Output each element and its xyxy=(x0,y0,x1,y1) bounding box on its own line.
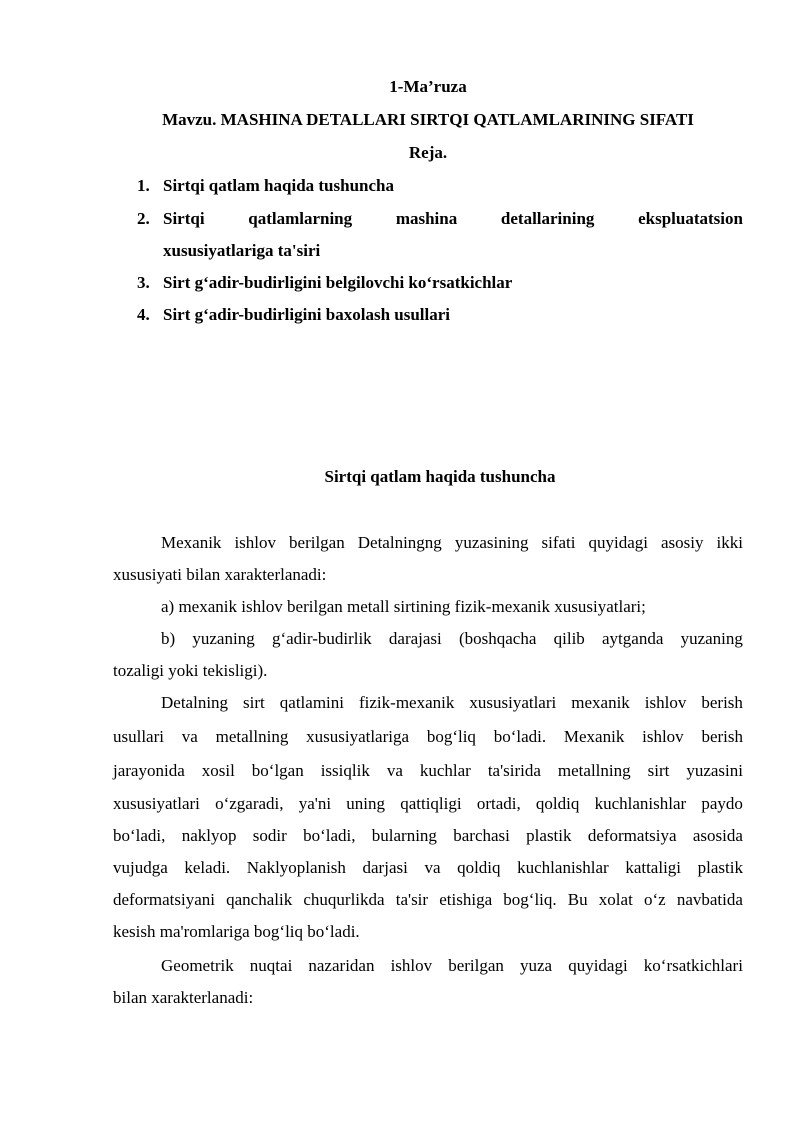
paragraph-line xyxy=(161,533,743,553)
word: g‘adir-budirlik xyxy=(271,629,372,648)
word: sirt xyxy=(647,761,670,780)
word: Sirtqi xyxy=(163,209,205,228)
word: uning xyxy=(346,794,386,813)
paragraph-line xyxy=(113,890,743,910)
word: kuchlanishlar xyxy=(517,858,609,877)
paragraph-line xyxy=(161,693,743,713)
plan-item-text: Sirtqi qatlam haqida tushuncha xyxy=(163,176,394,195)
word: yuza xyxy=(520,956,553,975)
word: Detalningng xyxy=(357,533,442,552)
word: Geometrik xyxy=(161,956,234,975)
word: mashina xyxy=(395,209,458,228)
word: plastik xyxy=(697,858,743,877)
paragraph-line xyxy=(113,761,743,781)
word: keladi. xyxy=(184,858,231,877)
word: paydo xyxy=(701,794,743,813)
word: qilib xyxy=(553,629,585,648)
word: asosida xyxy=(692,826,743,845)
word: qatlamini xyxy=(279,693,344,712)
word: o‘zgaradi, xyxy=(215,794,284,813)
word: ya'ni xyxy=(298,794,332,813)
word: yuzasining xyxy=(454,533,529,552)
word: sifati xyxy=(541,533,576,552)
word: ishlov xyxy=(644,693,687,712)
word: o‘z xyxy=(643,890,666,909)
word: bo‘lgan xyxy=(251,761,304,780)
word: issiqlik xyxy=(320,761,370,780)
word: yuzaning xyxy=(192,629,255,648)
word: va xyxy=(386,761,403,780)
lecture-number: 1-Ma’ruza xyxy=(389,77,467,96)
word: bo‘ladi. xyxy=(493,727,547,746)
word: berilgan xyxy=(448,956,504,975)
word: sirt xyxy=(243,693,265,712)
word: bularning xyxy=(371,826,437,845)
word: aytganda xyxy=(602,629,664,648)
word: b) xyxy=(161,629,176,648)
paragraph-line: xususiyati bilan xarakterlanadi: xyxy=(113,565,327,584)
word: Mexanik xyxy=(563,727,625,746)
word: asosiy xyxy=(661,533,704,552)
word: jarayonida xyxy=(113,761,185,780)
paragraph-line: bilan xarakterlanadi: xyxy=(113,988,254,1007)
word: metallning xyxy=(215,727,289,746)
word: yuzasini xyxy=(686,761,743,780)
paragraph-line xyxy=(113,727,743,747)
word: xususiyatlari xyxy=(469,693,557,712)
plan-item-text: Sirt g‘adir-budirligini belgilovchi ko‘rsatkichlar xyxy=(163,273,513,292)
section-title: Sirtqi qatlam haqida tushuncha xyxy=(324,467,556,486)
word: usullari xyxy=(113,727,164,746)
paragraph-line: a) mexanik ishlov berilgan metall sirtining fizik-mexanik xususiyatlari; xyxy=(161,597,646,616)
word: xolat xyxy=(598,890,633,909)
paragraph-line xyxy=(113,826,743,846)
word: bog‘liq xyxy=(426,727,476,746)
paragraph-line xyxy=(161,629,743,649)
word: Bu xyxy=(567,890,588,909)
word: ekspluatatsion xyxy=(638,209,743,228)
word: kuchlanishlar xyxy=(594,794,687,813)
word: nazaridan xyxy=(308,956,375,975)
plan-item-number: 1. xyxy=(137,176,150,195)
plan-item-text-continued: xususiyatlariga ta'siri xyxy=(163,241,321,260)
word: darjasi xyxy=(362,858,408,877)
word: nuqtai xyxy=(249,956,293,975)
word: darajasi xyxy=(388,629,442,648)
word: berilgan xyxy=(289,533,345,552)
word: bo‘ladi, xyxy=(113,826,166,845)
word: ta'sir xyxy=(395,890,429,909)
plan-item-number: 4. xyxy=(137,305,150,324)
word: kuchlar xyxy=(419,761,471,780)
paragraph-line xyxy=(113,858,743,878)
word: qattiqligi xyxy=(400,794,462,813)
word: deformatsiyani xyxy=(113,890,215,909)
plan-item-text xyxy=(163,209,743,229)
word: sodir xyxy=(252,826,287,845)
word: berish xyxy=(701,693,743,712)
word: va xyxy=(424,858,441,877)
word: plastik xyxy=(526,826,572,845)
paragraph-line: kesish ma'romlariga bog‘liq bo‘ladi. xyxy=(113,922,360,941)
word: ishlov xyxy=(234,533,277,552)
word: chuqurlikda xyxy=(303,890,385,909)
plan-item-text: Sirt g‘adir-budirligini baxolash usullari xyxy=(163,305,451,324)
word: barchasi xyxy=(453,826,510,845)
word: ikki xyxy=(716,533,743,552)
word: deformatsiya xyxy=(587,826,677,845)
word: qatlamlarning xyxy=(248,209,353,228)
word: quyidagi xyxy=(588,533,648,552)
word: xususiyatlari xyxy=(113,794,200,813)
word: Naklyoplanish xyxy=(246,858,346,877)
word: ishlov xyxy=(390,956,433,975)
word: bog‘liq. xyxy=(503,890,557,909)
word: ortadi, xyxy=(476,794,521,813)
word: bo‘ladi, xyxy=(303,826,356,845)
topic-title: Mavzu. MASHINA DETALLARI SIRTQI QATLAMLARINING SIFATI xyxy=(162,110,694,129)
word: Detalning xyxy=(161,693,229,712)
word: fizik-mexanik xyxy=(359,693,455,712)
word: mexanik xyxy=(571,693,630,712)
word: berish xyxy=(701,727,743,746)
word: (boshqacha xyxy=(458,629,537,648)
word: qoldiq xyxy=(535,794,580,813)
word: metallning xyxy=(557,761,631,780)
word: quyidagi xyxy=(568,956,628,975)
word: vujudga xyxy=(113,858,168,877)
plan-heading: Reja. xyxy=(408,143,448,162)
word: ta'sirida xyxy=(487,761,541,780)
word: qanchalik xyxy=(226,890,293,909)
word: qoldiq xyxy=(457,858,501,877)
word: detallarining xyxy=(500,209,595,228)
word: naklyop xyxy=(181,826,237,845)
plan-item-number: 3. xyxy=(137,273,150,292)
word: Mexanik xyxy=(161,533,222,552)
plan-item-number: 2. xyxy=(137,209,150,228)
word: kattaligi xyxy=(625,858,682,877)
word: ko‘rsatkichlari xyxy=(643,956,743,975)
word: etishiga xyxy=(439,890,493,909)
word: xosil xyxy=(201,761,235,780)
word: ishlov xyxy=(642,727,684,746)
word: navbatida xyxy=(676,890,743,909)
paragraph-line: tozaligi yoki tekisligi). xyxy=(113,661,268,680)
word: va xyxy=(181,727,198,746)
paragraph-line xyxy=(161,956,743,976)
word: yuzaning xyxy=(680,629,743,648)
word: xususiyatlariga xyxy=(306,727,410,746)
paragraph-line xyxy=(113,794,743,814)
